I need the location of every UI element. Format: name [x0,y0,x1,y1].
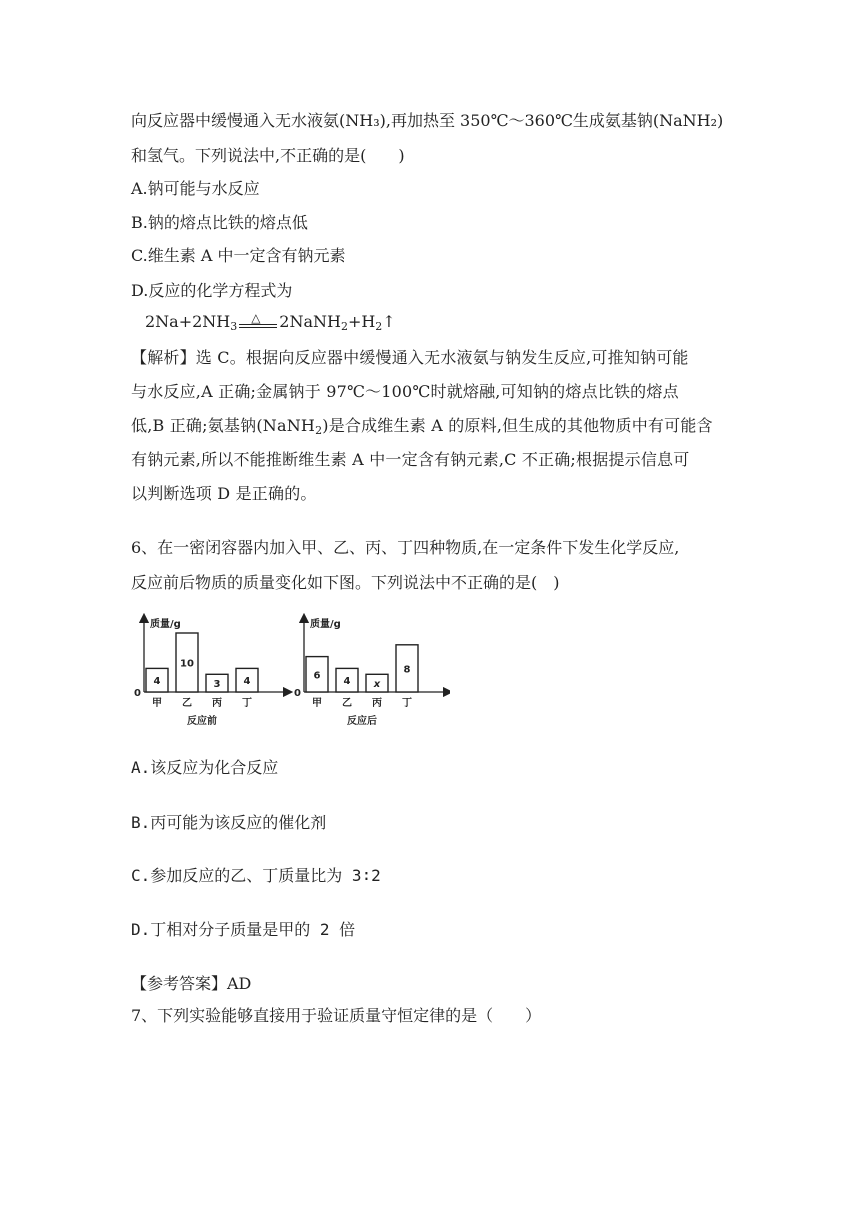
analysis-line-1: 【解析】选 C。根据向反应器中缓慢通入无水液氨与钠发生反应,可推知钠可能 [131,348,689,367]
intro-line-1: 向反应器中缓慢通入无水液氨(NH₃),再加热至 350℃～360℃生成氨基钠(NaNH₂) [131,111,724,130]
analysis-line-5: 以判断选项 D 是正确的。 [131,484,317,503]
analysis-line-2: 与水反应,A 正确;金属钠于 97℃～100℃时就熔融,可知钠的熔点比铁的熔点 [131,382,679,401]
equation-product: 2NaNH [279,312,341,331]
equation-hydrogen: +H [347,312,376,331]
bar-value-label: x [373,679,381,691]
equation-reactant-subscript: 3 [230,320,238,333]
heating-equals-sign [237,311,279,333]
category-label: 乙 [342,698,352,709]
q5-option-c: C.维生素 A 中一定含有钠元素 [131,246,346,265]
category-label: 甲 [312,698,322,709]
q6-option-a: A.该反应为化合反应 [131,758,279,777]
origin-label: 0 [294,688,301,699]
intro-line-2: 和氢气。下列说法中,不正确的是( ) [131,146,405,165]
gas-arrow-icon: ↑ [382,312,396,331]
bar-value-label: 4 [343,676,351,688]
q6-stem-line-2: 反应前后物质的质量变化如下图。下列说法中不正确的是( ) [131,573,560,592]
category-label: 甲 [152,698,162,709]
q5-option-d: D.反应的化学方程式为 [131,281,293,300]
bar-value-label: 6 [313,670,321,682]
q5-option-a: A.钠可能与水反应 [131,179,260,198]
y-axis-label: 质量/g [150,619,181,630]
bar-value-label: 10 [180,658,194,670]
category-label: 乙 [182,698,192,709]
q6-option-c: C.参加反应的乙、丁质量比为 3∶2 [131,866,381,885]
mass-change-charts [120,612,450,732]
analysis-line-3 [131,415,713,442]
q7-stem: 7、下列实验能够直接用于验证质量守恒定律的是（ ） [131,1006,542,1025]
category-label: 丁 [402,698,412,709]
q6-stem-line-1: 6、在一密闭容器内加入甲、乙、丙、丁四种物质,在一定条件下发生化学反应, [131,538,680,557]
chart-title: 反应后 [347,716,377,727]
category-label: 丙 [212,698,222,709]
equation-reactants: 2Na+2NH [145,312,231,331]
analysis-line-3-part-b: )是合成维生素 A 的原料,但生成的其他物质中有可能含 [322,416,713,435]
bar-value-label: 3 [213,679,221,691]
bar-value-label: 4 [243,676,251,688]
bar-value-label: 4 [153,676,161,688]
chart-after [294,617,448,727]
chart-title: 反应前 [187,716,217,727]
analysis-line-4: 有钠元素,所以不能推断维生素 A 中一定含有钠元素,C 不正确;根据提示信息可 [131,450,690,469]
q6-option-b: B.丙可能为该反应的催化剂 [131,813,327,832]
q5-option-b: B.钠的熔点比铁的熔点低 [131,213,308,232]
y-axis-label: 质量/g [310,619,341,630]
category-label: 丙 [372,698,382,709]
equation-hydrogen-subscript: 2 [375,320,383,333]
origin-label: 0 [134,688,141,699]
bar-value-label: 8 [403,664,411,676]
category-label: 丁 [242,698,252,709]
equation-product-subscript: 2 [340,320,348,333]
q6-reference-answer: 【参考答案】AD [131,974,252,993]
analysis-line-3-part-a: 低,B 正确;氨基钠(NaNH [131,416,316,435]
q6-option-d: D.丁相对分子质量是甲的 2 倍 [131,920,356,939]
chemical-equation [145,311,396,338]
chart-before [134,617,288,727]
analysis-line-3-subscript: 2 [315,424,323,437]
delta-icon: △ [251,311,261,325]
